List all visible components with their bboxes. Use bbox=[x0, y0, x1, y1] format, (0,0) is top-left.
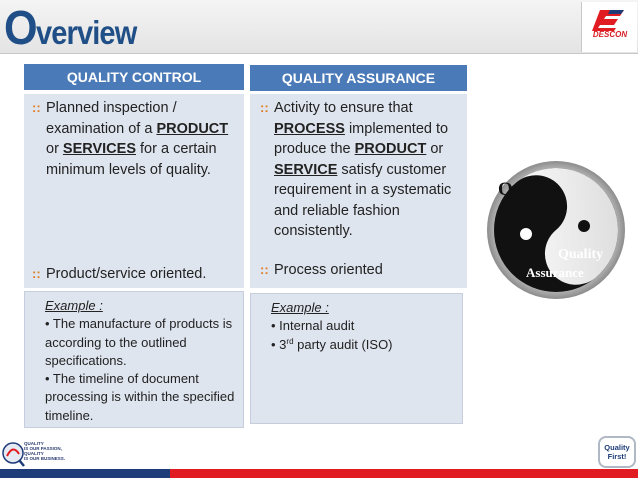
quality-assurance-definition-panel bbox=[250, 94, 467, 288]
quality-control-heading: QUALITY CONTROL bbox=[24, 64, 244, 90]
qc-bullet-definition bbox=[28, 98, 242, 180]
qc-definition-text: Planned inspection / examination of a PRODUCT or SERVICES for a certain minimum levels of quality. bbox=[46, 100, 229, 178]
quality-first-badge bbox=[598, 436, 636, 468]
quality-control-example-panel bbox=[24, 291, 244, 428]
bullet-marker: :: bbox=[32, 266, 41, 281]
logo-text: DESCON bbox=[592, 30, 628, 39]
qc-example-text bbox=[45, 297, 241, 425]
qa-example-text bbox=[271, 299, 467, 354]
graphic-assurance: Assurance bbox=[526, 265, 584, 280]
qc-example-line: • The timeline of document processing is within the specified timeline. bbox=[45, 371, 235, 423]
slide-header bbox=[0, 0, 638, 54]
qa-definition-text: Activity to ensure that PROCESS implemented to produce the PRODUCT or SERVICE satisfy customer requirement in a systematic and reliable fashion consistently. bbox=[274, 100, 452, 239]
quality-assurance-example-panel bbox=[250, 293, 463, 424]
quality-passion-text: QUALITY IS OUR PASSION, QUALITY IS OUR BUSINESS. bbox=[24, 441, 66, 461]
qc-bullet-orientation bbox=[28, 264, 242, 285]
badge-line2: First! bbox=[607, 452, 627, 461]
qa-bullet-orientation bbox=[256, 260, 466, 281]
descon-logo bbox=[581, 2, 637, 52]
bullet-marker: :: bbox=[32, 100, 41, 115]
badge-line1: Quality bbox=[604, 443, 630, 452]
graphic-control: Control bbox=[514, 204, 554, 218]
yin-yang-dot-dark bbox=[578, 220, 590, 232]
quality-assurance-heading: QUALITY ASSURANCE bbox=[250, 65, 467, 91]
example-title: Example : bbox=[271, 300, 329, 315]
qc-orientation-text: Product/service oriented. bbox=[46, 266, 207, 282]
example-title: Example : bbox=[45, 298, 103, 313]
quality-yin-yang-graphic bbox=[486, 160, 626, 300]
quality-control-definition-panel bbox=[24, 94, 244, 288]
qa-orientation-text: Process oriented bbox=[274, 262, 383, 278]
title-rest: verview bbox=[36, 14, 137, 51]
graphic-quality-bottom: Quality bbox=[558, 247, 604, 262]
bullet-marker: :: bbox=[260, 100, 269, 115]
bullet-marker: :: bbox=[260, 262, 269, 277]
slide-title bbox=[4, 2, 150, 55]
qa-example-line: • 3rd party audit (ISO) bbox=[271, 336, 393, 352]
descon-logo-icon bbox=[590, 8, 630, 32]
qa-bullet-definition bbox=[256, 98, 466, 242]
graphic-quality-top: Quality bbox=[498, 179, 560, 200]
qa-example-line: • Internal audit bbox=[271, 318, 355, 334]
yin-yang-dot-light bbox=[520, 228, 532, 240]
title-first-letter: O bbox=[4, 2, 37, 55]
footer-blue-bar bbox=[0, 469, 170, 478]
qc-example-line: • The manufacture of products is according to the outlined specifications. bbox=[45, 316, 233, 368]
